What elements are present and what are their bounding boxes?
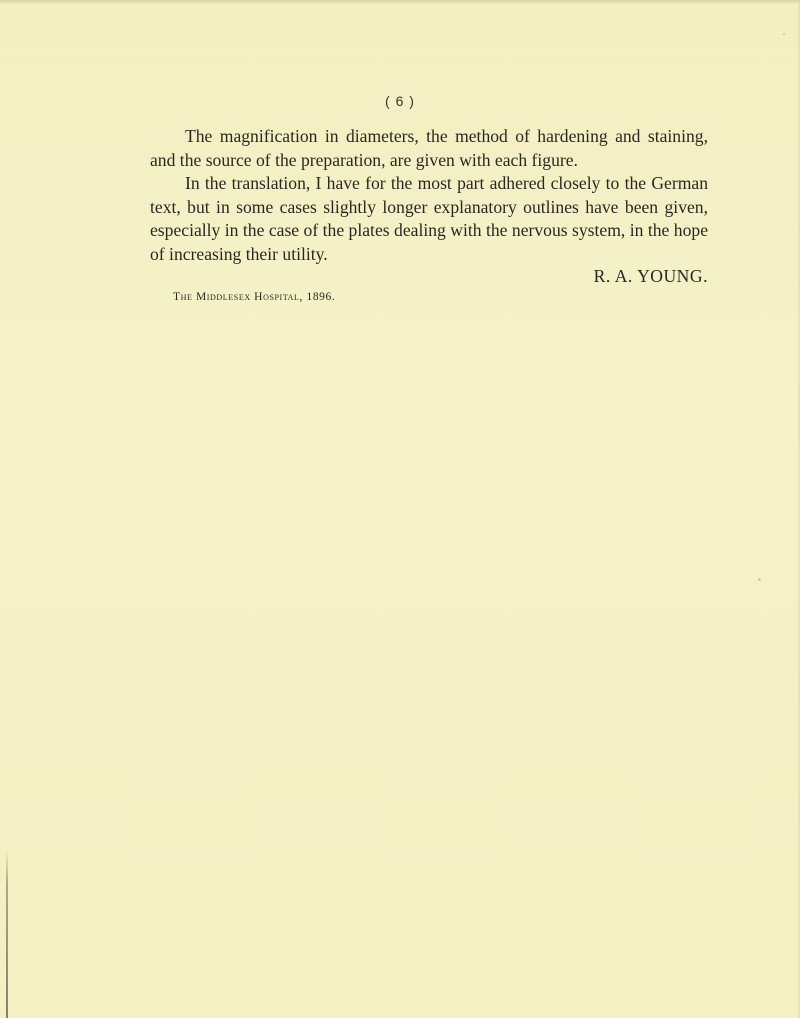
page-number: ( 6 ): [385, 93, 415, 109]
paper-blemish: [783, 33, 785, 35]
paper-blemish: [758, 578, 761, 581]
author-signature: R. A. YOUNG.: [593, 266, 708, 286]
paragraph-magnification: The magnification in diameters, the method of hardening and staining, and the source of the preparation, are given with each figure.: [150, 126, 708, 170]
place-and-date: The Middlesex Hospital, 1896.: [173, 291, 336, 303]
page-left-edge: [6, 850, 8, 1018]
paragraph-translation: In the translation, I have for the most part adhered closely to the German text, but in some cases slightly longer explanatory outlines have been given, especially in the case of the plates dealing with the nervous system, in the hope of increasing their utility.: [150, 173, 708, 264]
page-top-edge: [0, 0, 800, 5]
